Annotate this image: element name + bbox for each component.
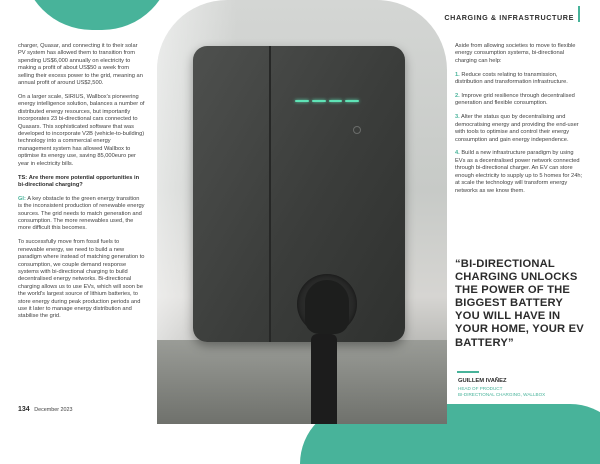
list-item: 4. Build a new infrastructure paradigm by using EVs as a decentralised power network connected through bi-directional charger. An EV can store enough electricity to supply up to 5 homes for 24h; at scale the technology will transform energy networks as we know them. [455,150,583,194]
brand-mark-icon [353,126,361,134]
decorative-top-shape [22,0,172,30]
issue-date: December 2023 [34,407,73,413]
charging-plug [305,280,349,334]
answer [18,196,145,233]
paragraph: On a larger scale, SIRIUS, Wallbox's pioneering energy intelligence solution, balances a number of distributed energy resources, but importantly incorporates 23 bi-directional cars connected to Quasars. This sophisticated software that was developed to incorporate V2B (vehicle-to-building) technology into a commercial energy management system has allowed Wallbox to optimise its energy use, saving 85,000euro per year in electricity bills. [18,93,145,167]
right-text-column [455,43,583,201]
section-heading: CHARGING & INFRASTRUCTURE [444,13,574,22]
status-led-bar [295,100,359,102]
question [18,175,145,190]
paragraph: To successfully move from fossil fuels to renewable energy, we need to build a new paradigm where instead of matching generation to consumption, we couple demand response systems with bi-directional charging to build decentralised energy networks. Bi-directional charging allows us to use EVs, which will soon be the world's largest source of lithium batteries, to store energy during peak production periods and use it later to manage energy distribution and stabilise the grid. [18,239,145,320]
list-item: 3. Alter the status quo by decentralising and democratising energy and providing the end-user with tools to optimise and control their energy consumption and gain energy independence. [455,114,579,143]
intro-paragraph: Aside from allowing societies to move to flexible energy consumption systems, bi-directional charging can help: [455,43,576,64]
quote-author-role: HEAD OF PRODUCT BI-DIRECTIONAL CHARGING, WALLBOX [458,386,546,397]
left-text-column [18,43,145,327]
page-number: 134 [18,406,30,413]
paragraph: charger, Quasar, and connecting it to their solar PV system has allowed them to transition from spending US$6,000 annually on electricity to making a profit of about US$50 a week from selling their excess power to the grid, meaning an annual profit of around US$2,500. [18,43,143,87]
quote-author: GUILLEM IVAÑEZ [458,378,507,384]
question-text: Are there more potential opportunities in bi-directional charging? [18,174,140,188]
answer-label: GI: [18,195,26,202]
list-item: 2. Improve grid resilience through decentralised generation and flexible consumption. [455,93,575,107]
wallbox-charger-photo [157,0,447,424]
section-accent-bar [578,6,580,22]
quote-divider [457,371,479,373]
charging-cable [311,334,337,424]
page-footer [18,406,73,413]
answer-text: A key obstacle to the green energy transition is the inconsistent production of renewable energy sources. The grid needs to match generation and consumption. The more renewables used, the more difficult this becomes. [18,195,145,232]
list-item: 1. Reduce costs relating to transmission, distribution and transformation infrastructure. [455,71,568,86]
question-label: TS: [18,174,28,181]
charger-unit [193,46,405,342]
pull-quote: “BI-DIRECTIONAL CHARGING UNLOCKS THE POWER OF THE BIGGEST BATTERY YOU WILL HAVE IN YOUR HOME, YOUR EV BATTERY” [455,258,584,349]
